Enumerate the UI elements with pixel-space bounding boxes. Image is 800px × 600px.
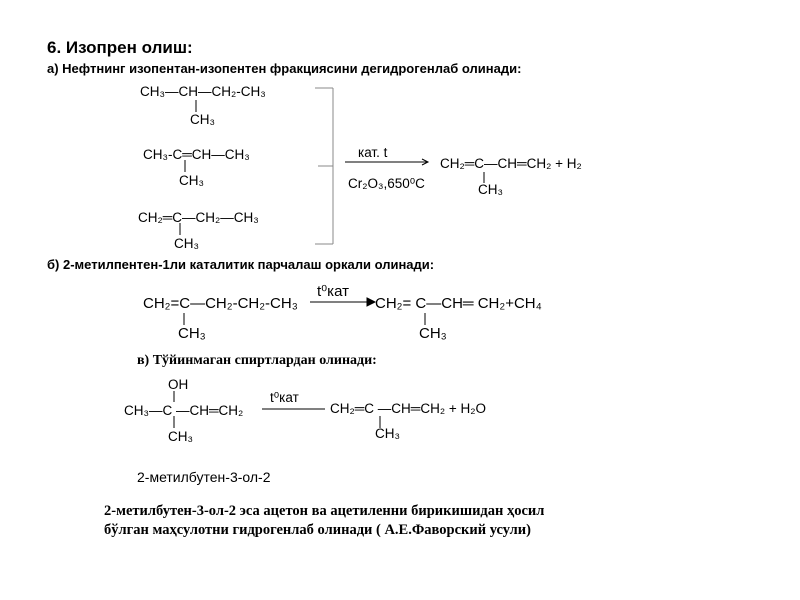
reactant-a3: CH₂═C—CH₂—CH₃ [138,210,259,225]
product-a: CH₂═C—CH═CH₂ + H₂ [440,156,582,171]
section-b-heading: б) 2-метилпентен-1ли каталитик парчалаш оркали олинади: [47,257,435,272]
section-c-heading: в) Тўйинмаган спиртлардан олинади: [137,353,377,368]
reactant-c-branch: CH₃ [168,429,193,444]
catalyst-b: t⁰кат [317,283,349,300]
product-b-branch: CH₃ [419,325,447,342]
reactant-a3-branch: CH₃ [174,236,199,251]
reactant-a1: CH₃—CH—CH₂-CH₃ [140,84,266,99]
reactant-a2: CH₃-C═CH—CH₃ [143,147,250,162]
favorsky-note-line-1: 2-метилбутен-3-ол-2 эса ацетон ва ацетиленни бирикишидан ҳосил [104,503,545,519]
product-a-branch: CH₃ [478,182,503,197]
section-a-heading: а) Нефтнинг изопентан-изопентен фракциясини дегидрогенлаб олинади: [47,61,522,76]
catalyst-a-bottom: Cr₂O₃,650⁰C [348,176,425,191]
compound-name: 2-метилбутен-3-ол-2 [137,469,271,485]
arrowhead-b [367,298,375,306]
reactant-a2-branch: CH₃ [179,173,204,188]
reactant-c: CH₃—C —CH═CH₂ [124,403,244,418]
favorsky-note-line-2: бўлган маҳсулотни гидрогенлаб олинади ( А.Е.Фаворский усули) [104,522,531,538]
product-b: CH₂= C—CH═ CH₂+CH₄ [375,295,542,312]
reactant-a1-branch: CH₃ [190,112,215,127]
catalyst-a-top: кат. t [358,145,388,160]
product-c-branch: CH₃ [375,426,400,441]
reactant-b: CH₂=C—CH₂-CH₂-CH₃ [143,295,298,312]
reactant-b-branch: CH₃ [178,325,206,342]
page-title: 6. Изопрен олиш: [47,38,193,57]
product-c: CH₂═C —CH═CH₂ + H₂O [330,401,486,416]
reactant-c-oh: OH [168,377,189,392]
catalyst-c: t⁰кат [270,390,299,405]
